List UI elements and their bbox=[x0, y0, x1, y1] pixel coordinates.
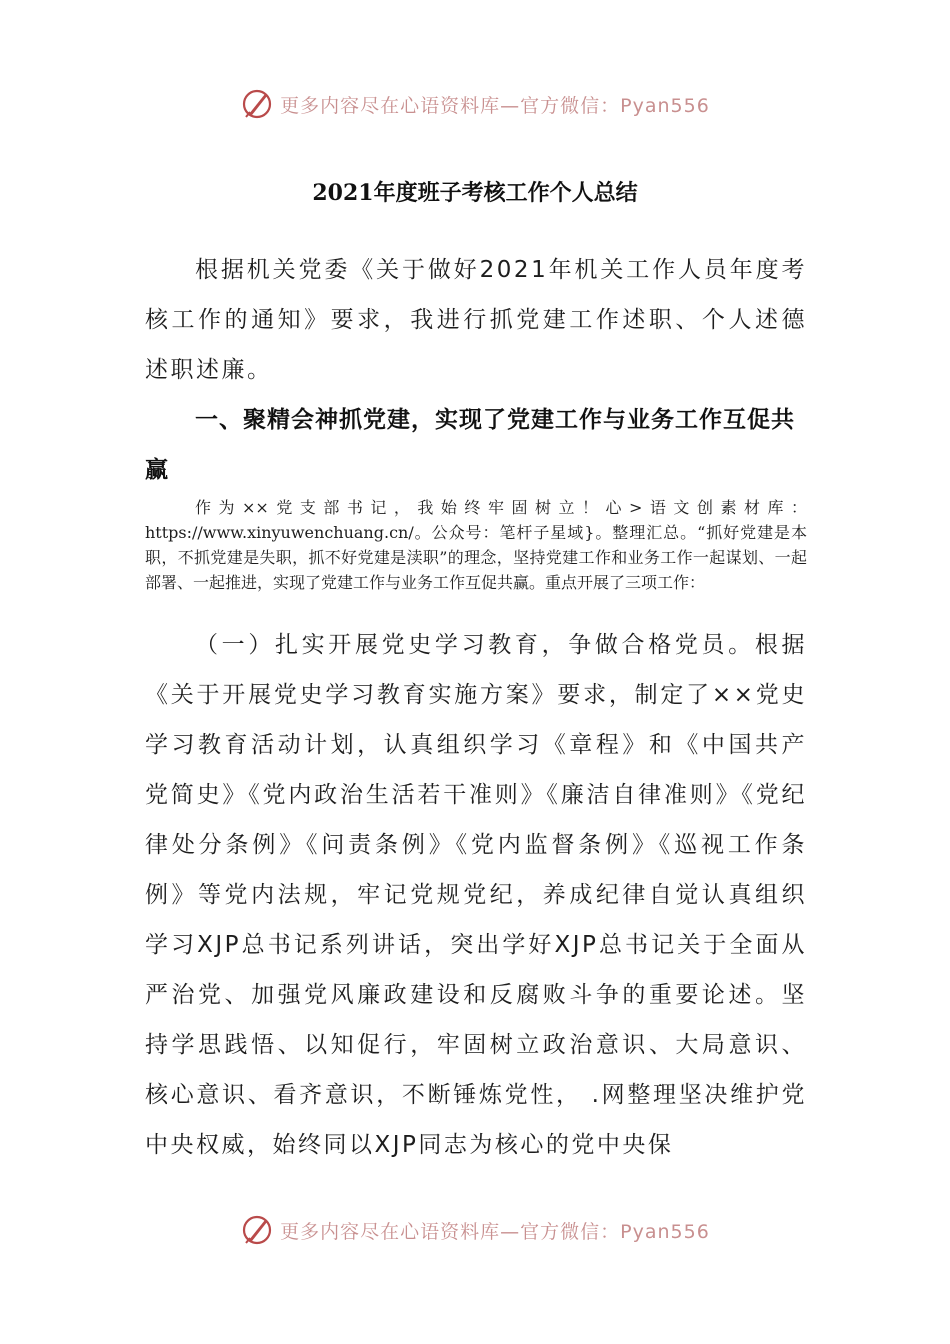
item-paragraph: （一）扎实开展党史学习教育，争做合格党员。根据《关于开展党史学习教育实施方案》要求，制定了××党史学习教育活动计划，认真组织学习《章程》和《中国共产党简史》《党内政治生活若干准则》《廉洁自律准则》《党纪律处分条例》《问责条例》《党内监督条例》《巡视工作条例》等党内法规，牢记党规党纪，养成纪律自觉认真组织学习XJP总书记系列讲话，突出学好XJP总书记关于全面从严治党、加强党风廉政建设和反腐败斗争的重要论述。坚持学思践悟、以知促行，牢固树立政治意识、大局意识、核心意识、看齐意识，不断锤炼党性， .网整理坚决维护党中央权威，始终同以XJP同志为核心的党中央保 bbox=[145, 632, 807, 1158]
section-body-paragraph: 作为××党支部书记，我始终牢固树立！心>语文创素材库：https://www.xinyuwenchuang.cn/。公众号：笔杆子星域}。整理汇总。“抓好党建是本职，不抓党建是失职，抓不好党建是渎职”的理念，坚持党建工作和业务工作一起谋划、一起部署、一起推进，实现了党建工作与业务工作互促共赢。重点开展了三项工作： bbox=[145, 498, 807, 592]
intro-paragraph: 根据机关党委《关于做好2021年机关工作人员年度考核工作的通知》要求，我进行抓党建工作述职、个人述德述职述廉。 bbox=[145, 257, 807, 383]
watermark-text: 更多内容尽在心语资料库—官方微信：Pyan556 bbox=[280, 1220, 710, 1243]
quill-logo-icon bbox=[240, 87, 274, 121]
watermark-header bbox=[0, 84, 950, 124]
watermark-text: 更多内容尽在心语资料库—官方微信：Pyan556 bbox=[280, 94, 710, 117]
quill-logo-icon bbox=[240, 1213, 274, 1247]
watermark-footer bbox=[0, 1210, 950, 1250]
section-heading: 一、聚精会神抓党建，实现了党建工作与业务工作互促共赢 bbox=[145, 407, 795, 483]
document-title: 2021年度班子考核工作个人总结 bbox=[312, 180, 638, 206]
